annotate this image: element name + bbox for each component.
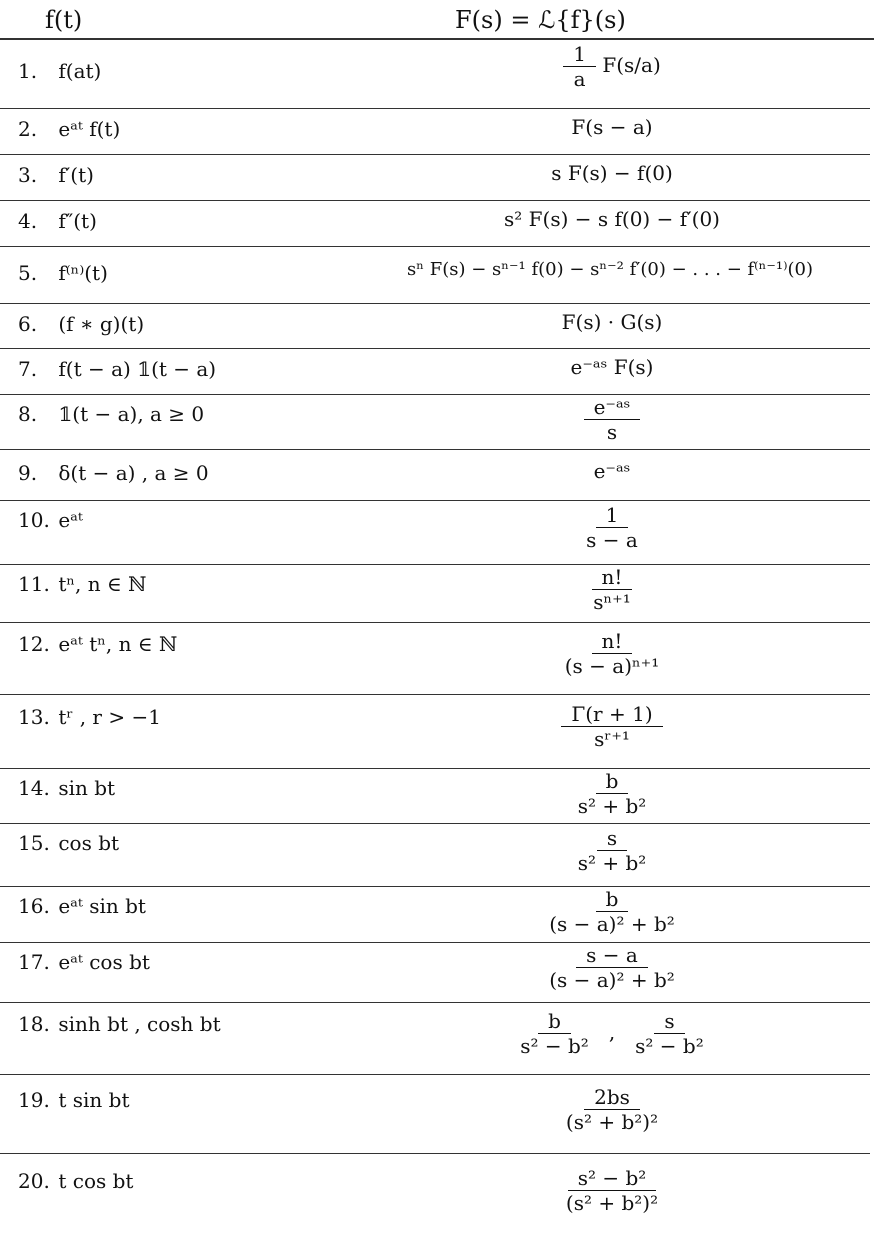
time-function-expression: δ(t − a) , a ≥ 0 [58,460,209,485]
fraction-denominator: s² − b² [520,1034,589,1058]
time-function-cell [18,1012,221,1036]
laplace-transform-cell: e⁻ᵃˢ F(s) [570,355,654,379]
table-row [0,564,874,622]
table-row [0,1153,874,1236]
fraction-numerator: Γ(r + 1) [561,703,662,727]
time-function-expression: f′(t) [58,163,94,187]
time-function-expression: 𝟙(t − a), a ≥ 0 [58,402,205,426]
fraction-denominator: s² + b² [577,794,647,818]
fraction-numerator: b [596,888,629,912]
row-number: 18. [18,1012,50,1036]
row-number: 7. [18,357,38,381]
fraction-numerator: 2bs [584,1086,640,1110]
fraction-numerator: 1 [563,43,596,67]
row-number: 15. [18,831,50,855]
time-function-cell [18,1169,133,1193]
laplace-transform-cell: s² F(s) − s f(0) − f′(0) [504,207,720,231]
transform-fraction [584,396,641,443]
header-f-label: f(t) [45,6,83,34]
time-function-cell [18,632,177,656]
table-row [0,622,874,694]
fraction-numerator: 1 [596,504,629,528]
transform-fraction [539,888,685,935]
transform-fraction [556,1086,668,1133]
laplace-transform-cell [352,770,872,817]
scale-factor-fraction [563,43,596,90]
row-number: 16. [18,894,50,918]
time-function-cell [18,209,97,233]
time-function-expression: tʳ , r > −1 [58,705,161,729]
fraction-denominator: sⁿ⁺¹ [593,590,631,614]
transform-fraction [583,566,641,613]
table-row [0,246,874,303]
time-function-cell [18,59,101,83]
time-function-expression: f⁽ⁿ⁾(t) [58,260,108,285]
time-function-expression: eᵃᵗ cos bt [58,950,150,974]
sinh-transform-fraction [510,1010,599,1057]
transform-fraction [556,1167,668,1214]
fraction-denominator: s [606,420,618,444]
row-number: 3. [18,163,38,187]
row-number: 6. [18,311,38,336]
fraction-denominator: (s − a)² + b² [549,968,675,992]
time-function-cell [18,261,108,285]
laplace-transform-cell [352,1010,872,1057]
time-function-expression: eᵃᵗ f(t) [58,117,121,141]
cosh-transform-fraction [625,1010,714,1057]
laplace-transform-cell [352,703,872,750]
table-row [0,200,874,246]
time-function-cell [18,894,146,918]
laplace-transform-cell [352,1086,872,1133]
time-function-cell [18,776,115,800]
time-function-cell [18,508,83,532]
table-row [0,823,874,886]
row-number: 4. [18,209,38,233]
time-function-expression: eᵃᵗ tⁿ, n ∈ ℕ [58,632,178,656]
laplace-transform-cell [352,504,872,551]
row-number: 17. [18,950,50,974]
time-function-expression: f″(t) [58,209,97,233]
transform-fraction [568,827,657,874]
table-row [0,154,874,200]
laplace-transform-cell [352,827,872,874]
time-function-cell [18,163,94,187]
time-function-cell [18,312,144,336]
fraction-denominator: s − a [586,528,638,552]
laplace-transform-cell [352,396,872,443]
fraction-numerator: s [597,827,627,851]
table-row [0,1074,874,1153]
time-function-cell [18,461,209,485]
row-number: 14. [18,776,50,800]
time-function-expression: t sin bt [58,1087,130,1112]
time-function-cell [18,705,161,729]
table-row [0,394,874,449]
fraction-numerator: n! [592,630,633,654]
row-number: 10. [18,508,50,532]
table-row [0,942,874,1002]
laplace-transform-cell [352,1167,872,1214]
fraction-denominator: sʳ⁺¹ [594,727,630,751]
time-function-cell [18,1088,130,1112]
table-row [0,38,874,108]
fraction-denominator: s² + b² [577,850,647,875]
fraction-denominator: s² − b² [635,1034,704,1058]
row-number: 9. [18,460,38,485]
table-row [0,500,874,564]
table-row [0,768,874,823]
time-function-expression: (f ∗ g)(t) [58,311,145,336]
header-F-label: F(s) = ℒ{f}(s) [455,6,626,34]
laplace-transform-cell [352,43,872,90]
time-function-cell [18,357,216,381]
time-function-expression: f(t − a) 𝟙(t − a) [58,357,217,381]
row-number: 5. [18,260,38,285]
laplace-transform-cell: F(s) · G(s) [561,309,663,334]
row-number: 8. [18,402,38,426]
time-function-expression: tⁿ, n ∈ ℕ [58,572,147,596]
table-row [0,303,874,348]
row-number: 13. [18,705,50,729]
laplace-transform-cell [352,566,872,613]
fraction-numerator: b [538,1010,571,1034]
laplace-transform-cell: sⁿ F(s) − sⁿ⁻¹ f(0) − sⁿ⁻² f′(0) − . . . − f⁽ⁿ⁻¹⁾(0) [406,258,814,280]
time-function-expression: sinh bt , cosh bt [58,1012,221,1036]
time-function-cell [18,831,119,855]
time-function-cell [18,402,204,426]
time-function-expression: cos bt [58,831,120,855]
table-row [0,108,874,154]
time-function-cell [18,572,146,596]
time-function-cell [18,117,120,141]
table-row [0,449,874,500]
laplace-transform-cell: e⁻ᵃˢ [593,458,631,483]
row-number: 1. [18,59,38,83]
transform-fraction [576,504,648,551]
time-function-expression: sin bt [58,776,116,800]
row-number: 11. [18,572,50,596]
time-function-expression: eᵃᵗ [58,508,83,532]
fraction-denominator: a [573,67,586,91]
table-row [0,886,874,942]
fraction-numerator: e⁻ᵃˢ [584,396,641,420]
transform-expression: F(s/a) [595,53,661,77]
fraction-numerator: s [654,1010,684,1034]
row-number: 2. [18,117,38,141]
transform-fraction [539,944,685,991]
row-number: 19. [18,1087,50,1112]
laplace-transform-cell [352,888,872,935]
table-row [0,694,874,768]
table-row [0,348,874,394]
fraction-denominator: (s² + b²)² [565,1190,659,1215]
laplace-transform-cell [352,630,872,677]
table-row [0,1002,874,1074]
transform-fraction [568,770,657,817]
row-number: 20. [18,1168,50,1193]
table-header [0,0,874,38]
row-number: 12. [18,632,50,656]
fraction-numerator: b [596,770,629,794]
time-function-expression: eᵃᵗ sin bt [58,894,146,918]
laplace-transform-cell: s F(s) − f(0) [551,161,673,185]
time-function-cell [18,950,150,974]
fraction-numerator: s² − b² [568,1167,657,1191]
transform-fraction [555,630,670,677]
fraction-numerator: n! [592,566,633,590]
time-function-expression: f(at) [58,59,102,83]
time-function-expression: t cos bt [58,1168,134,1193]
fraction-denominator: (s − a)² + b² [549,912,675,936]
laplace-transform-cell [352,944,872,991]
fraction-denominator: (s − a)ⁿ⁺¹ [564,654,660,678]
fraction-numerator: s − a [576,944,648,968]
laplace-transform-cell: F(s − a) [571,115,653,139]
fraction-denominator: (s² + b²)² [565,1109,659,1134]
transform-fraction [561,703,662,750]
separator: , [608,1020,616,1044]
